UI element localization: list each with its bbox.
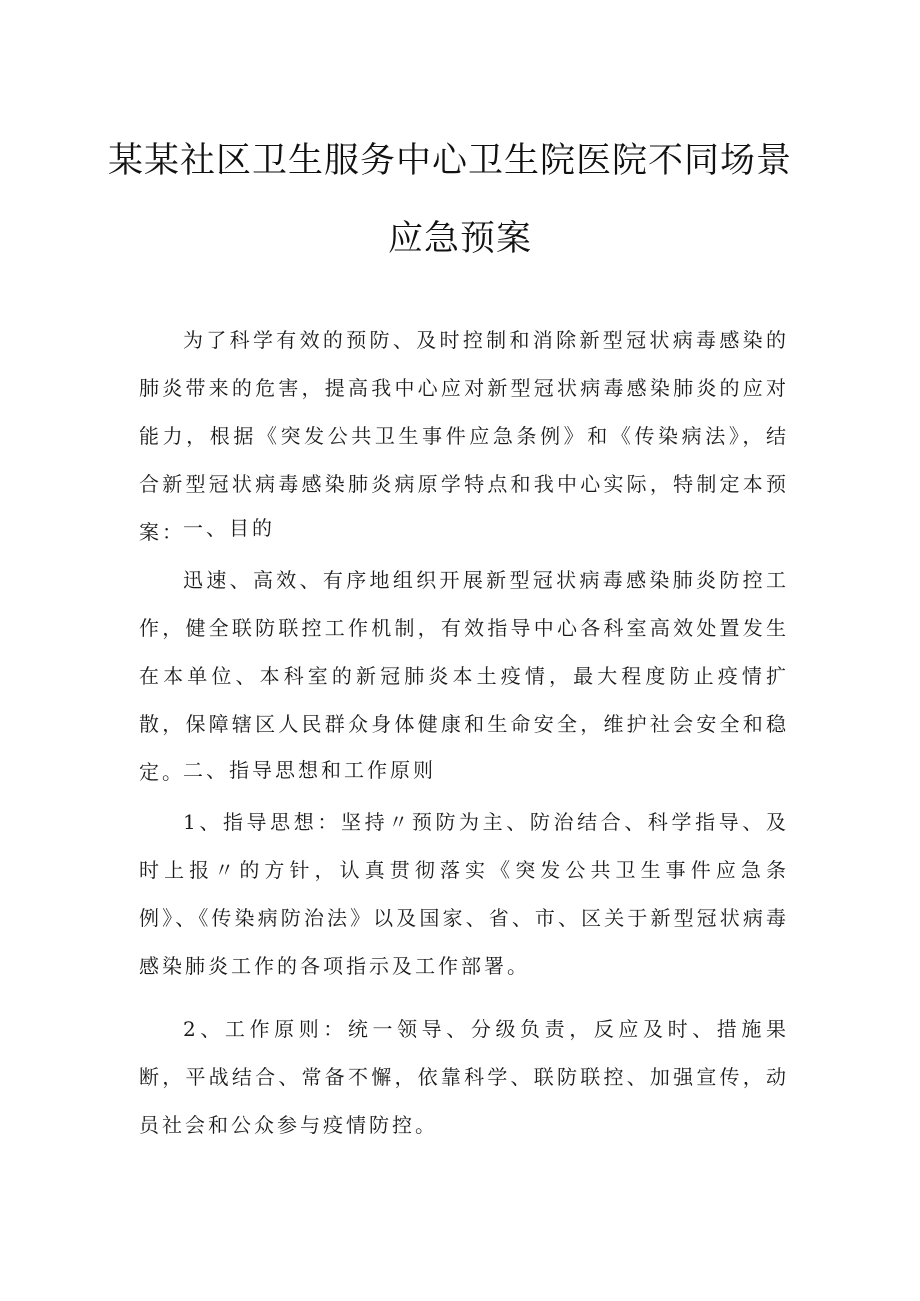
section-heading-principles: 二、指导思想和工作原则 — [183, 758, 436, 782]
purpose-paragraph: 迅速、高效、有序地组织开展新型冠状病毒感染肺炎防控工作，健全联防联控工作机制，有效指导中心各科室高效处置发生在本单位、本科室的新冠肺炎本土疫情，最大程度防止疫情扩散，保障辖区人民群众身体健康和生命安全，维护社会安全和稳定。 — [139, 568, 789, 784]
guiding-ideology-paragraph: 1、指导思想：坚持〃预防为主、防治结合、科学指导、及时上报〃的方针，认真贯彻落实《突发公共卫生事件应急条例》、《传染病防治法》以及国家、省、市、区关于新型冠状病毒感染肺炎工作的各项指示及工作部署。 — [139, 810, 789, 978]
document-title-line-2: 应急预案 — [387, 219, 532, 259]
intro-paragraph: 为了科学有效的预防、及时控制和消除新型冠状病毒感染的肺炎带来的危害，提高我中心应对新型冠状病毒感染肺炎的应对能力，根据《突发公共卫生事件应急条例》和《传染病法》，结合新型冠状病毒感染肺炎病原学特点和我中心实际，特制定本预案： — [139, 328, 789, 544]
section-heading-purpose: 一、目的 — [183, 516, 275, 540]
working-principles-paragraph: 2、工作原则：统一领导、分级负责，反应及时、措施果断，平战结合、常备不懈，依靠科学、联防联控、加强宣传，动员社会和公众参与疫情防控。 — [139, 1017, 789, 1137]
document-title-line-1: 某某社区卫生服务中心卫生院医院不同场景 — [107, 141, 792, 181]
